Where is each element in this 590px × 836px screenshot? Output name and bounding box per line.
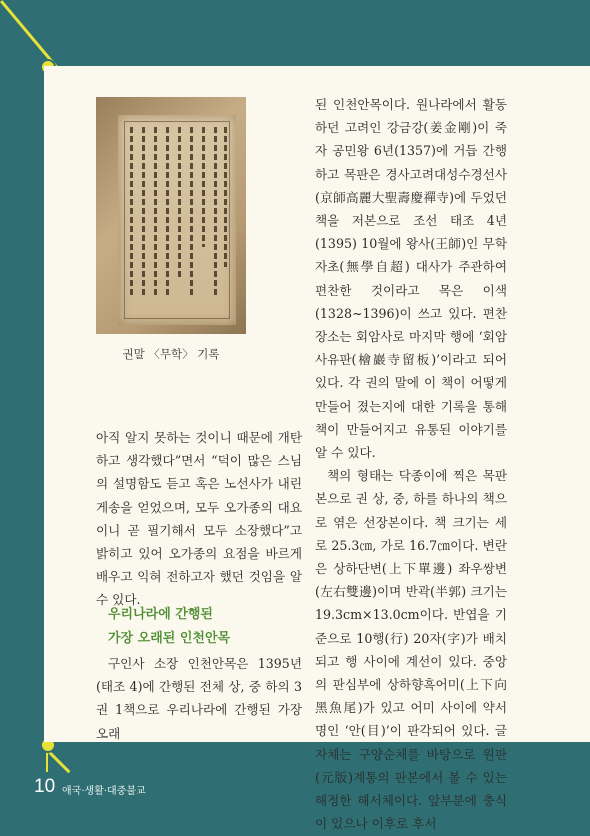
book-page — [118, 115, 236, 325]
text-column — [214, 127, 217, 297]
text-column — [154, 127, 157, 297]
text-column — [190, 127, 193, 297]
text-column — [224, 127, 227, 267]
paragraph: 구인사 소장 인천안목은 1395년(태조 4)에 간행된 전체 상, 중 하의 3권 1책으로 우리나라에 간행된 가장 오래 — [96, 656, 302, 741]
book-photo — [96, 97, 246, 334]
section-heading — [108, 603, 308, 651]
figure-caption: 권말 〈무학〉 기록 — [122, 347, 220, 361]
text-column — [142, 127, 145, 297]
page-number: 10 — [34, 776, 56, 797]
footer-label: 애국·생활·대중불교 — [62, 786, 146, 797]
text-column — [166, 127, 169, 297]
right-column — [315, 93, 507, 836]
paragraph: 아직 알지 못하는 것이니 때문에 개탄하고 생각했다”면서 “덕이 많은 스님의 설명함도 듣고 혹은 노선사가 내린 게송을 얻었으며, 모두 오가종의 대요이니 곧 필기해서 모두 소장했다”고 밝히고 있어 오가종의 요점을 바르게 배우고 익혀 전하고자 했던 것임을 알 수 있다. — [96, 430, 302, 608]
paragraph: 된 인천안목이다. 원나라에서 활동하던 고려인 강금강(姜金剛)이 죽자 공민왕 6년(1357)에 거듭 간행하고 목판은 경사고려대성수경선사(京師高麗大聖壽慶禪寺)에 두었던 책을 저본으로 조선 태조 4년(1395) 10월에 왕사(王師)인 무학자초(無學自超) 대사가 주관하여 편찬한 것이라고 목은 이색(1328~1396)이 쓰고 있다. 편찬 장소는 회암사로 마지막 행에 ‘회암사유판(檜巖寺留板)’이라고 되어 있다. 각 권의 말에 이 책이 어떻게 만들어 졌는지에 대한 기록을 통해 책이 만들어지고 유통된 이야기를 알 수 있다. — [315, 97, 507, 461]
text-column — [202, 127, 205, 247]
section-heading-line: 가장 오래된 인천안목 — [108, 631, 231, 646]
section-heading-line: 우리나라에 간행된 — [108, 607, 213, 622]
text-column — [130, 127, 133, 297]
left-column — [96, 426, 302, 612]
text-column — [178, 127, 181, 277]
section-paragraph-block — [96, 652, 302, 745]
paragraph: 책의 형태는 닥종이에 찍은 목판본으로 권 상, 중, 하를 하나의 책으로 엮은 선장본이다. 책 크기는 세로 25.3㎝, 가로 16.7㎝이다. 변란은 상하단변(上下單邊) 좌우쌍변(左右雙邊)이며 반곽(半郭) 크기는 19.3cm×13.0cm이다. 반엽을 기준으로 10행(行) 20자(字)가 배치되고 행 사이에 계선이 있다. 중앙의 판심부에 상하향흑어미(上下向黑魚尾)가 있고 어미 사이에 약서명인 ‘안(目)’이 판각되어 있다. 글자체는 구양순체를 바탕으로 원판(元版)계통의 판본에서 볼 수 있는 해정한 해서체이다. 앞부분에 충식이 있으나 이후로 후서 — [315, 468, 507, 832]
